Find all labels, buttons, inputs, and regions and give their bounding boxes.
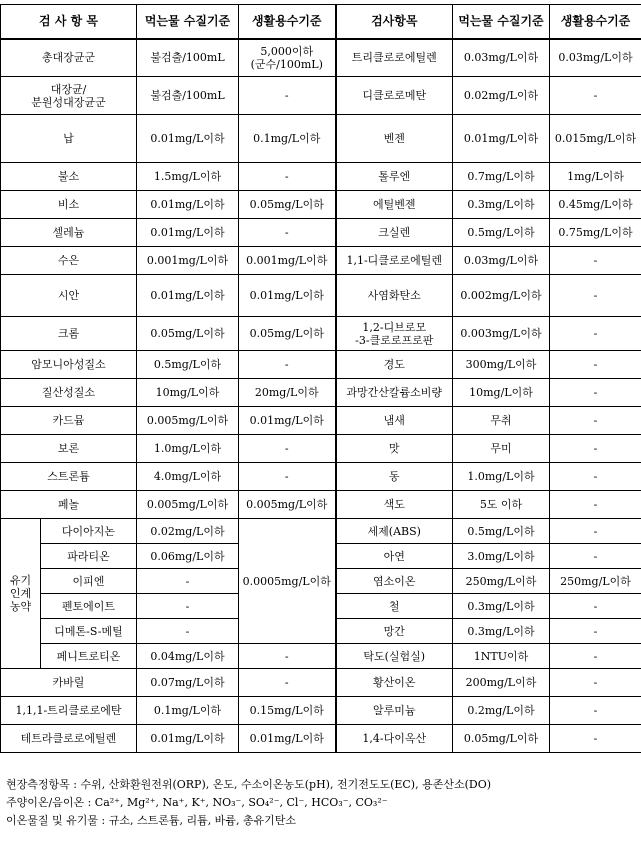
drinking-cell: 0.03mg/L이하 (453, 39, 550, 77)
drinking-cell: 0.01mg/L이하 (137, 275, 239, 317)
drinking-cell: 0.7mg/L이하 (453, 163, 550, 191)
pesticide-shared-living-cell: 0.0005mg/L이하 (239, 519, 336, 644)
drinking-cell: 0.003mg/L이하 (453, 317, 550, 351)
header-drinking: 먹는물 수질기준 (137, 5, 239, 39)
table-row (1, 39, 641, 77)
drinking-cell: - (137, 619, 239, 644)
drinking-cell: 3.0mg/L이하 (453, 544, 550, 569)
item-cell: 디클로로메탄 (336, 77, 453, 115)
header-living-2: 생활용수기준 (550, 5, 641, 39)
living-cell: - (550, 544, 641, 569)
living-cell: 0.75mg/L이하 (550, 219, 641, 247)
item-cell: 보론 (1, 435, 137, 463)
drinking-cell: 0.05mg/L이하 (137, 317, 239, 351)
notes-block (6, 776, 491, 830)
drinking-cell: 1.5mg/L이하 (137, 163, 239, 191)
living-cell: - (550, 435, 641, 463)
living-cell: 0.01mg/L이하 (239, 725, 336, 753)
item-cell: 알루미늄 (336, 697, 453, 725)
item-cell: 망간 (336, 619, 453, 644)
living-cell: - (550, 644, 641, 669)
living-cell: - (239, 163, 336, 191)
drinking-cell: 0.06mg/L이하 (137, 544, 239, 569)
item-cell: 크실렌 (336, 219, 453, 247)
drinking-cell: 5도 이하 (453, 491, 550, 519)
table-row (1, 697, 641, 725)
item-cell: 맛 (336, 435, 453, 463)
drinking-cell: 0.005mg/L이하 (137, 407, 239, 435)
living-cell: - (550, 725, 641, 753)
table-row (1, 351, 641, 379)
drinking-cell: 0.5mg/L이하 (137, 351, 239, 379)
item-cell: 탁도(실험실) (336, 644, 453, 669)
item-cell: 납 (1, 115, 137, 163)
living-cell: - (550, 275, 641, 317)
drinking-cell: 0.07mg/L이하 (137, 669, 239, 697)
drinking-cell: 0.1mg/L이하 (137, 697, 239, 725)
living-cell: 0.05mg/L이하 (239, 191, 336, 219)
table-row (1, 644, 641, 669)
table-row (1, 491, 641, 519)
table-row (1, 407, 641, 435)
drinking-cell: 10mg/L이하 (453, 379, 550, 407)
drinking-cell: 1.0mg/L이하 (137, 435, 239, 463)
header-living: 생활용수기준 (239, 5, 336, 39)
living-cell: - (550, 77, 641, 115)
drinking-cell: 4.0mg/L이하 (137, 463, 239, 491)
item-cell: 이피엔 (41, 569, 137, 594)
item-cell: 1,4-다이옥산 (336, 725, 453, 753)
item-cell: 동 (336, 463, 453, 491)
living-cell: 0.45mg/L이하 (550, 191, 641, 219)
drinking-cell: 0.005mg/L이하 (137, 491, 239, 519)
header-row (1, 5, 641, 39)
drinking-cell: 0.001mg/L이하 (137, 247, 239, 275)
item-cell: 파라티온 (41, 544, 137, 569)
living-cell: 20mg/L이하 (239, 379, 336, 407)
living-cell: - (550, 317, 641, 351)
item-cell: 페놀 (1, 491, 137, 519)
item-cell: 냄새 (336, 407, 453, 435)
drinking-cell: 불검출/100mL (137, 39, 239, 77)
living-cell: - (550, 594, 641, 619)
living-cell: - (550, 669, 641, 697)
drinking-cell: 0.03mg/L이하 (453, 247, 550, 275)
table-row (1, 115, 641, 163)
item-cell: 황산이온 (336, 669, 453, 697)
item-cell: 암모니아성질소 (1, 351, 137, 379)
drinking-cell: 300mg/L이하 (453, 351, 550, 379)
living-cell: - (239, 435, 336, 463)
table-row (1, 191, 641, 219)
living-cell: 0.01mg/L이하 (239, 275, 336, 317)
table-row (1, 519, 641, 544)
drinking-cell: 0.01mg/L이하 (137, 191, 239, 219)
item-cell: 1,1,1-트리클로로에탄 (1, 697, 137, 725)
drinking-cell: 1NTU이하 (453, 644, 550, 669)
drinking-cell: - (137, 594, 239, 619)
item-cell: 과망간산칼륨소비량 (336, 379, 453, 407)
table-row (1, 219, 641, 247)
drinking-cell: 0.01mg/L이하 (137, 219, 239, 247)
item-cell: 톨루엔 (336, 163, 453, 191)
item-cell: 경도 (336, 351, 453, 379)
field-items-note: 현장측정항목 : 수위, 산화환원전위(ORP), 온도, 수소이온농도(pH), 전기전도도(EC), 용존산소(DO) (6, 778, 492, 791)
table-row (1, 379, 641, 407)
header-drinking-2: 먹는물 수질기준 (453, 5, 550, 39)
drinking-cell: 0.5mg/L이하 (453, 519, 550, 544)
table-row (1, 725, 641, 753)
drinking-cell: - (137, 569, 239, 594)
drinking-cell: 0.3mg/L이하 (453, 619, 550, 644)
living-cell: - (550, 351, 641, 379)
item-cell: 대장균/ 분원성대장균군 (1, 77, 137, 115)
drinking-cell: 0.002mg/L이하 (453, 275, 550, 317)
item-cell: 1,1-디클로로에틸렌 (336, 247, 453, 275)
living-cell: 0.01mg/L이하 (239, 407, 336, 435)
living-cell: - (550, 519, 641, 544)
drinking-cell: 200mg/L이하 (453, 669, 550, 697)
item-cell: 벤젠 (336, 115, 453, 163)
water-quality-standards-table (0, 4, 641, 753)
drinking-cell: 0.2mg/L이하 (453, 697, 550, 725)
living-cell: - (239, 77, 336, 115)
item-cell: 수은 (1, 247, 137, 275)
living-cell: - (550, 491, 641, 519)
table-row (1, 463, 641, 491)
item-cell: 카바릴 (1, 669, 137, 697)
item-cell: 사염화탄소 (336, 275, 453, 317)
table-row (1, 669, 641, 697)
drinking-cell: 무미 (453, 435, 550, 463)
item-cell: 에틸벤젠 (336, 191, 453, 219)
living-cell: 0.1mg/L이하 (239, 115, 336, 163)
drinking-cell: 0.3mg/L이하 (453, 594, 550, 619)
pesticide-group-label: 유기 인계 농약 (1, 519, 41, 669)
isotopes-note: 이온물질 및 유기물 : 규소, 스트론튬, 리튬, 바륨, 총유기탄소 (6, 814, 297, 827)
item-cell: 펜토에이트 (41, 594, 137, 619)
item-cell: 1,2-디브로모 -3-클로로프로판 (336, 317, 453, 351)
drinking-cell: 10mg/L이하 (137, 379, 239, 407)
drinking-cell: 250mg/L이하 (453, 569, 550, 594)
item-cell: 염소이온 (336, 569, 453, 594)
living-cell: - (550, 247, 641, 275)
item-cell: 페니트로티온 (41, 644, 137, 669)
item-cell: 트리클로로에틸렌 (336, 39, 453, 77)
living-cell: 0.15mg/L이하 (239, 697, 336, 725)
item-cell: 스트론튬 (1, 463, 137, 491)
item-cell: 테트라클로로에틸렌 (1, 725, 137, 753)
item-cell: 카드뮴 (1, 407, 137, 435)
drinking-cell: 0.01mg/L이하 (137, 725, 239, 753)
item-cell: 세제(ABS) (336, 519, 453, 544)
living-cell: - (550, 379, 641, 407)
table-row (1, 317, 641, 351)
ions-note: 주양이온/음이온 : Ca²⁺, Mg²⁺, Na⁺, K⁺, NO₃⁻, SO₄²⁻, Cl⁻, HCO₃⁻, CO₃²⁻ (6, 796, 388, 809)
drinking-cell: 1.0mg/L이하 (453, 463, 550, 491)
item-cell: 디메톤-S-메틸 (41, 619, 137, 644)
living-cell: 5,000이하 (군수/100mL) (239, 39, 336, 77)
drinking-cell: 0.02mg/L이하 (137, 519, 239, 544)
table-row (1, 163, 641, 191)
table-row (1, 275, 641, 317)
living-cell: - (239, 351, 336, 379)
item-cell: 총대장균군 (1, 39, 137, 77)
living-cell: - (550, 463, 641, 491)
living-cell: - (239, 219, 336, 247)
living-cell: - (550, 407, 641, 435)
item-cell: 불소 (1, 163, 137, 191)
item-cell: 비소 (1, 191, 137, 219)
item-cell: 색도 (336, 491, 453, 519)
table-row (1, 435, 641, 463)
item-cell: 시안 (1, 275, 137, 317)
table-row (1, 77, 641, 115)
drinking-cell: 0.01mg/L이하 (137, 115, 239, 163)
drinking-cell: 0.05mg/L이하 (453, 725, 550, 753)
drinking-cell: 무취 (453, 407, 550, 435)
item-cell: 아연 (336, 544, 453, 569)
living-cell: 0.001mg/L이하 (239, 247, 336, 275)
living-cell: 0.015mg/L이하 (550, 115, 641, 163)
item-cell: 철 (336, 594, 453, 619)
living-cell: - (239, 644, 336, 669)
item-cell: 셀레늄 (1, 219, 137, 247)
drinking-cell: 0.01mg/L이하 (453, 115, 550, 163)
living-cell: 0.05mg/L이하 (239, 317, 336, 351)
living-cell: 0.03mg/L이하 (550, 39, 641, 77)
living-cell: 1mg/L이하 (550, 163, 641, 191)
living-cell: 0.005mg/L이하 (239, 491, 336, 519)
drinking-cell: 0.02mg/L이하 (453, 77, 550, 115)
drinking-cell: 0.5mg/L이하 (453, 219, 550, 247)
item-cell: 다이아지논 (41, 519, 137, 544)
drinking-cell: 0.3mg/L이하 (453, 191, 550, 219)
header-item: 검 사 항 목 (1, 5, 137, 39)
living-cell: - (550, 697, 641, 725)
item-cell: 질산성질소 (1, 379, 137, 407)
header-item-2: 검사항목 (336, 5, 453, 39)
living-cell: - (239, 463, 336, 491)
table-row (1, 247, 641, 275)
item-cell: 크롬 (1, 317, 137, 351)
drinking-cell: 0.04mg/L이하 (137, 644, 239, 669)
drinking-cell: 불검출/100mL (137, 77, 239, 115)
living-cell: - (550, 619, 641, 644)
living-cell: - (239, 669, 336, 697)
living-cell: 250mg/L이하 (550, 569, 641, 594)
